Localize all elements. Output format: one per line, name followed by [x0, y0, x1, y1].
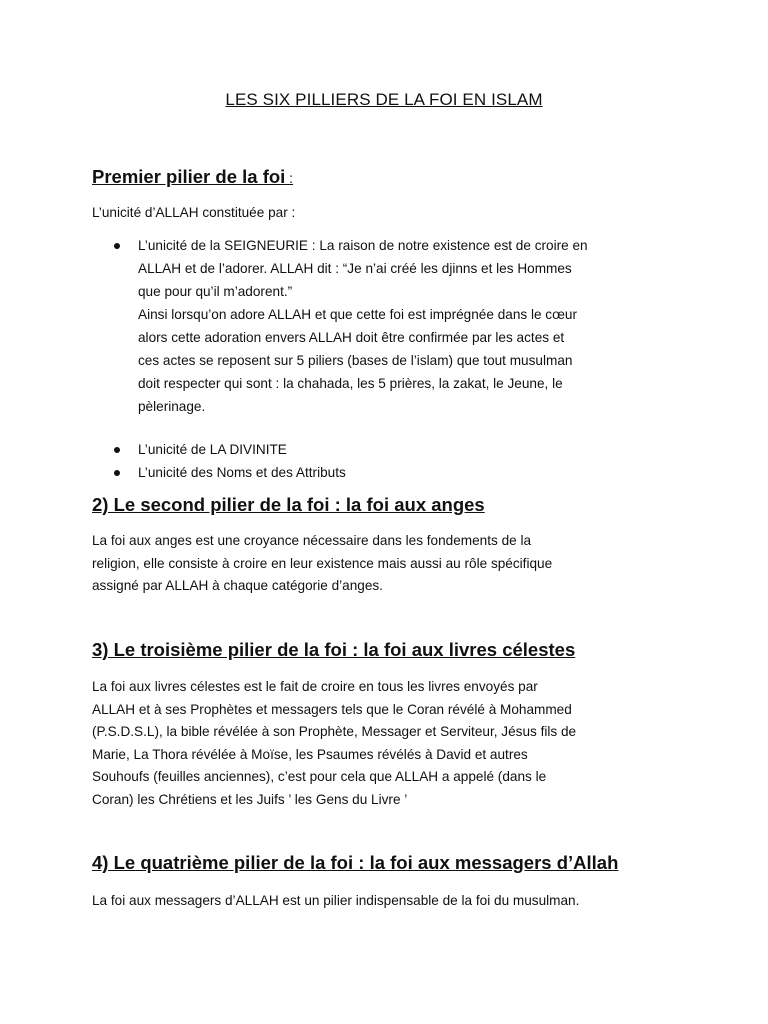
- section1-heading-suffix: :: [285, 170, 294, 186]
- text-line: Coran) les Chrétiens et les Juifs ’ les Gens du Livre ’: [92, 791, 408, 807]
- text-line: pèlerinage.: [138, 399, 206, 414]
- text-line: ALLAH et de l’adorer. ALLAH dit : “Je n’ai créé les djinns et les Hommes: [138, 261, 572, 276]
- section1-heading: [92, 166, 293, 188]
- text-line: alors cette adoration envers ALLAH doit être confirmée par les actes et: [138, 330, 565, 345]
- text-line: La foi aux anges est une croyance nécessaire dans les fondements de la: [92, 533, 532, 548]
- text-line: Marie, La Thora révélée à Moïse, les Psaumes révélés à David et autres: [92, 746, 528, 762]
- bullet-icon: [114, 447, 120, 453]
- text-line: doit respecter qui sont : la chahada, les 5 prières, la zakat, le Jeune, le: [138, 376, 563, 391]
- text-line: Ainsi lorsqu’on adore ALLAH et que cette foi est imprégnée dans le cœur: [138, 307, 578, 322]
- text-line: ces actes se reposent sur 5 piliers (bases de l’islam) que tout musulman: [138, 353, 573, 368]
- text-line: ALLAH et à ses Prophètes et messagers tels que le Coran révélé à Mohammed: [92, 701, 572, 717]
- section1-intro: L’unicité d’ALLAH constituée par :: [92, 205, 296, 220]
- section3-heading: 3) Le troisième pilier de la foi : la foi aux livres célestes: [92, 639, 576, 660]
- text-line: L’unicité des Noms et des Attributs: [138, 465, 346, 480]
- bullet-icon: [114, 470, 120, 476]
- section2-paragraph: [92, 530, 692, 598]
- list-item: [112, 438, 672, 461]
- text-line: religion, elle consiste à croire en leur existence mais aussi au rôle spécifique: [92, 555, 553, 571]
- section1-bullet-list: [112, 234, 672, 484]
- text-line: L’unicité de la SEIGNEURIE : La raison de notre existence est de croire en: [138, 238, 588, 253]
- text-line: La foi aux messagers d’ALLAH est un pilier indispensable de la foi du musulman.: [92, 893, 580, 908]
- text-line: que pour qu’il m’adorent.”: [138, 284, 293, 299]
- section2-heading: 2) Le second pilier de la foi : la foi aux anges: [92, 494, 485, 515]
- text-line: La foi aux livres célestes est le fait de croire en tous les livres envoyés par: [92, 679, 538, 694]
- text-line: assigné par ALLAH à chaque catégorie d’anges.: [92, 578, 383, 593]
- text-line: (P.S.D.S.L), la bible révélée à son Prophète, Messager et Serviteur, Jésus fils de: [92, 724, 577, 739]
- section1-heading-text: Premier pilier de la foi: [92, 166, 286, 187]
- list-item: [112, 461, 672, 484]
- document-title: LES SIX PILLIERS DE LA FOI EN ISLAM: [225, 90, 543, 109]
- section4-heading: 4) Le quatrième pilier de la foi : la foi aux messagers d’Allah: [92, 852, 619, 873]
- text-line: L’unicité de LA DIVINITE: [138, 442, 287, 457]
- section4-paragraph: [92, 890, 692, 913]
- text-line: Souhoufs (feuilles anciennes), c’est pour cela que ALLAH a appelé (dans le: [92, 769, 547, 784]
- list-item: [112, 234, 672, 438]
- section3-paragraph: [92, 676, 692, 811]
- bullet-icon: [114, 243, 120, 249]
